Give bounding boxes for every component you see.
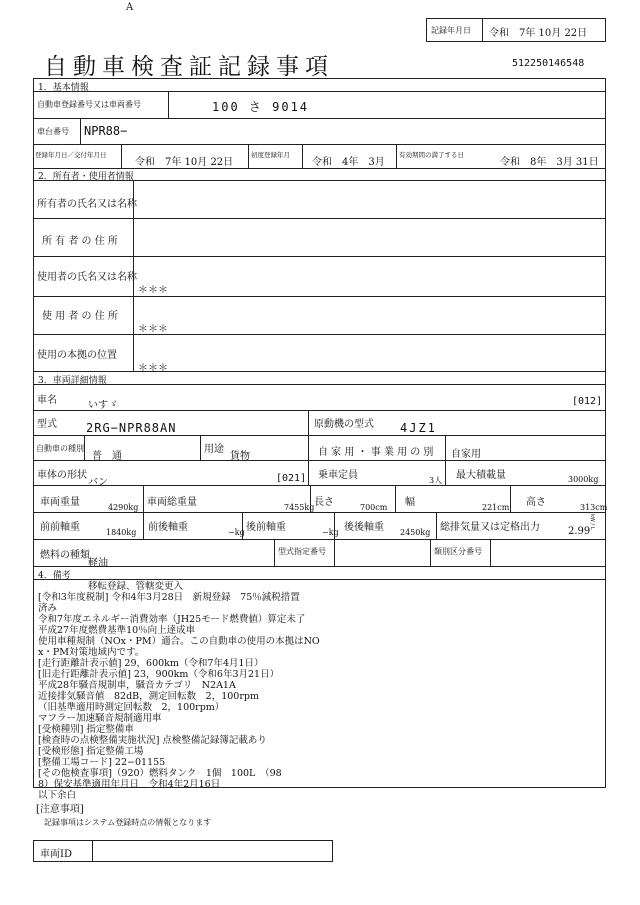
record-date-value: 令和 7年 10月 22日 — [489, 28, 588, 39]
remark-line: [検査時の点検整備実施状況] 点検整備記録簿記載あり — [38, 735, 267, 746]
model-value: 2RG−NPR88AN — [86, 421, 177, 435]
remark-line: [受検種別] 指定整備車 — [38, 724, 134, 735]
base-location-value: ＊＊＊ — [138, 363, 168, 374]
length-label: 長さ — [314, 497, 334, 508]
remark-line: [令和3年度税制] 令和4年3月28日 新規登録 75％減税措置 — [38, 592, 300, 603]
owner-name-label: 所有者の氏名又は名称 — [37, 199, 137, 210]
type-design-label: 型式指定番号 — [278, 547, 326, 556]
record-date-box — [426, 18, 606, 42]
capacity-label: 乗車定員 — [318, 470, 358, 481]
kind-label: 自動車の種別 — [36, 444, 84, 453]
max-load-label: 最大積載量 — [456, 470, 506, 481]
remark-line: 8）保安基準適用年月日 令和4年2月16日 — [38, 779, 221, 790]
weight-value: 4290kg — [108, 503, 139, 512]
remark-line: 使用車種規制（NOx・PM）適合。この自動車の使用の本拠はNO — [38, 636, 320, 647]
chassis-value: NPR88− — [84, 124, 128, 138]
user-address-label: 使 用 者 の 住 所 — [42, 311, 118, 322]
notes-text: 記録事項はシステム登録時点の情報となります — [44, 818, 212, 827]
first-reg-label: 初度登録年月 — [251, 151, 290, 159]
class-number-label: 類別区分番号 — [434, 547, 482, 556]
maker-code: [012] — [572, 396, 603, 407]
section2-heading: 2．所有者・使用者情報 — [38, 172, 134, 182]
remark-line: [整備工場コード] 22−01155 — [38, 757, 166, 768]
rear-front-axle-label: 後前軸重 — [246, 522, 286, 533]
maker-label: 車名 — [37, 395, 57, 406]
use-value: 貨物 — [230, 451, 250, 462]
fuel-value: 軽油 — [88, 558, 108, 569]
capacity-value: 3人 — [429, 476, 443, 485]
front-front-axle-value: 1840kg — [106, 528, 137, 537]
notes-heading: [注意事項] — [36, 804, 84, 815]
page-mark: A — [126, 2, 134, 13]
remark-line: 近接排気騒音値 82dB，測定回転数 2，100rpm — [38, 691, 259, 702]
maker-value: いすゞ — [88, 400, 118, 411]
gross-weight-label: 車両総重量 — [147, 497, 197, 508]
kind-value: 普 通 — [92, 451, 122, 462]
business-value: 自家用 — [451, 449, 481, 460]
reg-number-value: 100 さ 9014 — [212, 100, 310, 114]
remark-line: [旧走行距離計表示値] 23，900km（令和6年3月21日） — [38, 669, 280, 680]
model-label: 型式 — [37, 419, 57, 430]
height-label: 高さ — [526, 497, 546, 508]
expiry-label: 有効期間の満了する日 — [399, 151, 464, 159]
user-name-value: ＊＊＊ — [138, 285, 168, 296]
remark-line: 平成28年騒音規制車，騒音カテゴリ N2A1A — [38, 680, 236, 691]
gross-weight-value: 7455kg — [284, 503, 315, 512]
length-value: 700cm — [360, 503, 388, 512]
use-label: 用途 — [204, 444, 224, 455]
expiry-value: 令和 8年 3月 31日 — [500, 157, 599, 168]
width-label: 幅 — [405, 497, 415, 508]
base-location-label: 使用の本拠の位置 — [37, 350, 117, 361]
remark-line: 移転登録、管轄変更入 — [88, 581, 184, 592]
width-value: 221cm — [482, 503, 510, 512]
vehicle-id-box — [33, 840, 333, 862]
user-name-label: 使用者の氏名又は名称 — [37, 272, 137, 283]
body-label: 車体の形状 — [37, 470, 87, 481]
rear-front-axle-value: −kg — [322, 528, 339, 537]
remark-line: [走行距離計表示値] 29，600km（令和7年4月1日） — [38, 658, 264, 669]
reg-number-label: 自動車登録番号又は車両番号 — [37, 100, 141, 109]
max-load-value: 3000kg — [568, 475, 599, 484]
height-value: 313cm — [580, 503, 608, 512]
fuel-label: 燃料の種類 — [40, 550, 90, 561]
business-label: 自 家 用 ・ 事 業 用 の 別 — [318, 447, 434, 458]
page-title: 自動車検査証記録事項 — [44, 54, 334, 80]
engine-label: 原動機の型式 — [314, 419, 374, 430]
document-number: 512250146548 — [512, 58, 585, 69]
engine-value: 4JZ1 — [400, 421, 437, 435]
displacement-label: 総排気量又は定格出力 — [440, 522, 540, 533]
remark-line: 以下余白 — [38, 790, 77, 801]
body-value: バン — [88, 477, 108, 488]
vehicle-id-label: 車両ID — [40, 849, 72, 860]
body-code: [021] — [276, 473, 307, 484]
remark-line: 済み — [38, 603, 58, 614]
remark-line: [その他検査事項]（920）燃料タンク 1個 100L （98 — [38, 768, 282, 779]
remark-line: （旧基準適用時測定回転数 2，100rpm） — [38, 702, 225, 713]
user-address-value: ＊＊＊ — [138, 324, 168, 335]
reg-date-label: 登録年月日／交付年月日 — [35, 151, 107, 159]
record-date-label: 記録年月日 — [431, 26, 471, 35]
rear-rear-axle-value: 2450kg — [400, 528, 431, 537]
owner-address-label: 所 有 者 の 住 所 — [42, 236, 118, 247]
remark-line: 平成27年度燃費基準10％向上達成車 — [38, 625, 196, 636]
rear-rear-axle-label: 後後軸重 — [344, 522, 384, 533]
front-rear-axle-value: −kg — [228, 528, 245, 537]
displacement-value: 2.99 — [568, 526, 591, 537]
chassis-label: 車台番号 — [37, 127, 69, 136]
first-reg-value: 令和 4年 3月 — [312, 157, 385, 168]
remark-line: x・PM対策地域内です。 — [38, 647, 145, 658]
weight-label: 車両重量 — [40, 497, 80, 508]
remark-line: 令和7年度エネルギー消費効率（JH25モード燃費値）算定未了 — [38, 614, 306, 625]
section1-heading: 1．基本情報 — [38, 83, 89, 93]
displacement-unit: kW / L — [589, 514, 595, 530]
remark-line: [受検形態] 指定整備工場 — [38, 746, 144, 757]
section3-heading: 3．車両詳細情報 — [38, 376, 107, 386]
reg-date-value: 令和 7年 10月 22日 — [135, 157, 234, 168]
front-front-axle-label: 前前軸重 — [40, 522, 80, 533]
remark-line: マフラー加速騒音規制適用車 — [38, 713, 162, 724]
front-rear-axle-label: 前後軸重 — [148, 522, 188, 533]
section4-heading: 4．備考 — [38, 571, 71, 581]
